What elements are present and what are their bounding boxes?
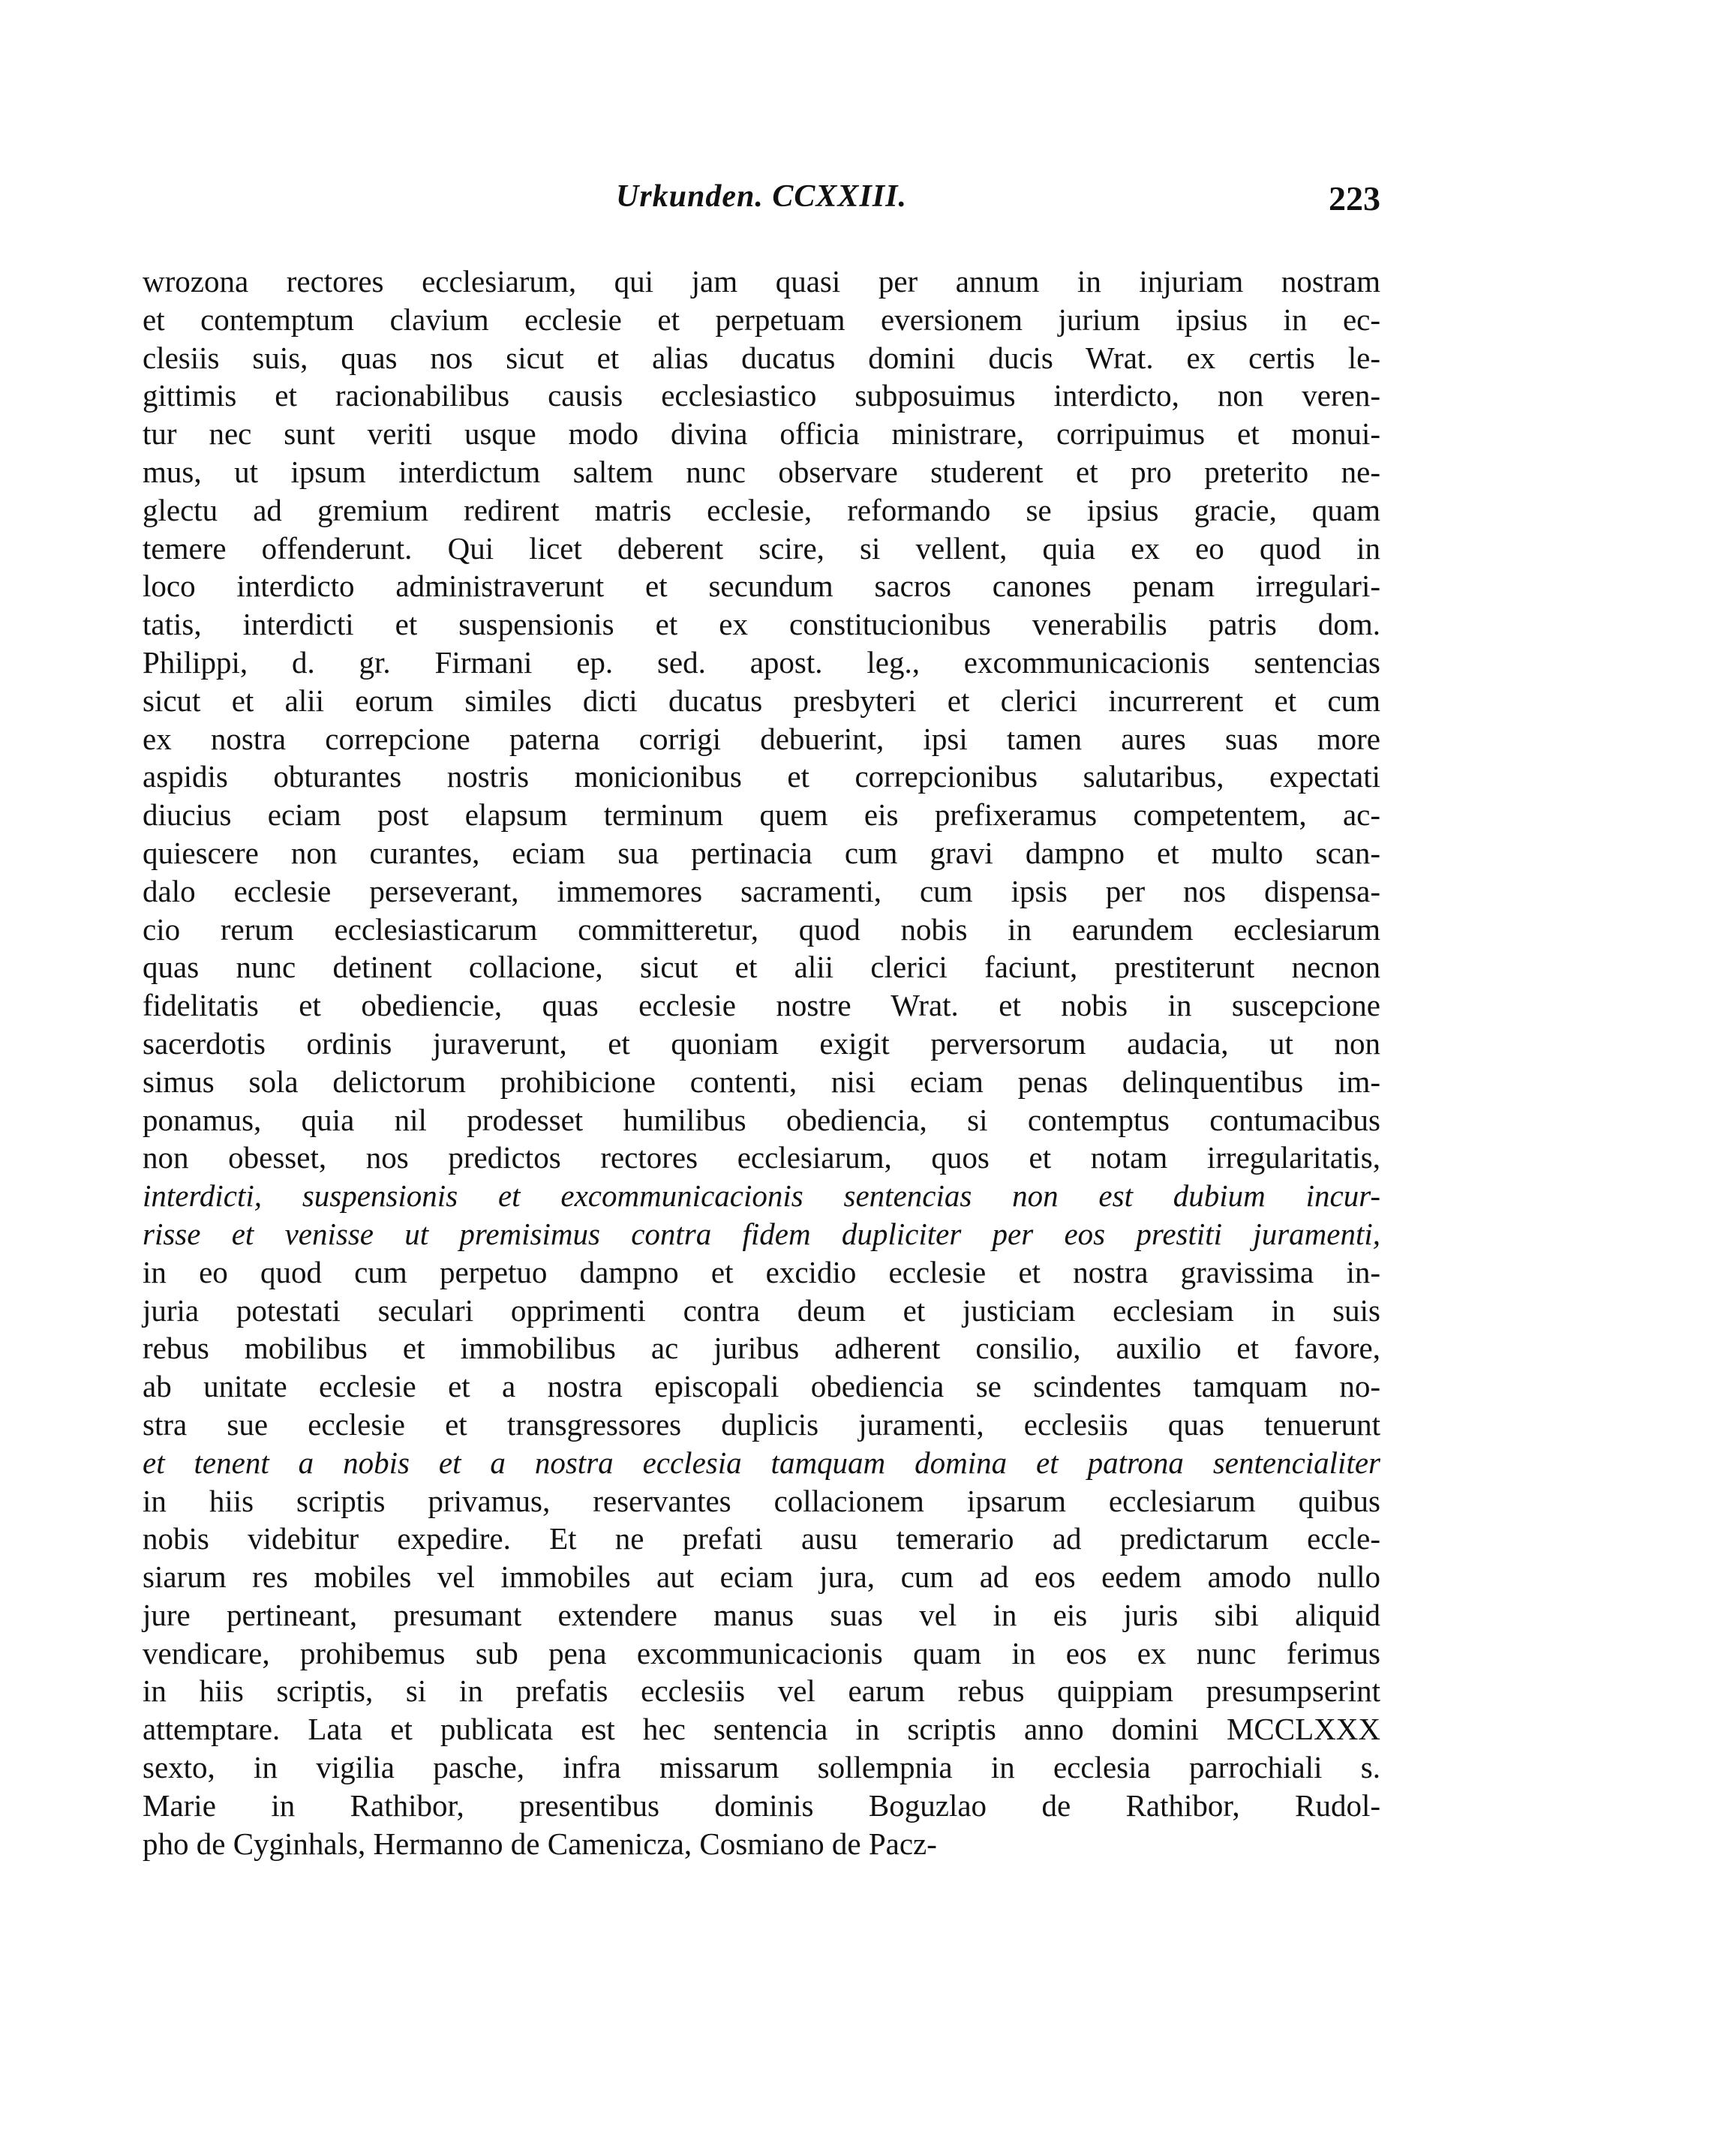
text-line: in hiis scriptis privamus, reservantes collacionem ipsarum ecclesiarum quibus — [143, 1483, 1380, 1518]
text-line: clesiis suis, quas nos sicut et alias ducatus domini ducis Wrat. ex certis le- — [143, 340, 1380, 375]
text-line: dalo ecclesie perseverant, immemores sacramenti, cum ipsis per nos dispensa- — [143, 873, 1380, 908]
text-line: simus sola delictorum prohibicione contenti, nisi eciam penas delinquentibus im- — [143, 1064, 1380, 1099]
text-line: jure pertineant, presumant extendere manus suas vel in eis juris sibi aliquid — [143, 1597, 1380, 1632]
text-line: et contemptum clavium ecclesie et perpetuam eversionem jurium ipsius in ec- — [143, 302, 1380, 337]
text-line: risse et venisse ut premisimus contra fidem dupliciter per eos prestiti juramenti, — [143, 1216, 1380, 1251]
text-line: cio rerum ecclesiasticarum committeretur, quod nobis in earundem ecclesiarum — [143, 911, 1380, 947]
text-line: aspidis obturantes nostris monicionibus et correpcionibus salutaribus, expectati — [143, 759, 1380, 794]
text-line: in eo quod cum perpetuo dampno et excidio ecclesie et nostra gravissima in- — [143, 1254, 1380, 1289]
text-line: non obesset, nos predictos rectores ecclesiarum, quos et notam irregularitatis, — [143, 1140, 1380, 1175]
text-line: juria potestati seculari opprimenti contra deum et justiciam ecclesiam in suis — [143, 1292, 1380, 1328]
text-line: stra sue ecclesie et transgressores duplicis juramenti, ecclesiis quas tenuerunt — [143, 1406, 1380, 1442]
text-line: ab unitate ecclesie et a nostra episcopali obediencia se scindentes tamquam no- — [143, 1369, 1380, 1404]
text-line: fidelitatis et obediencie, quas ecclesie nostre Wrat. et nobis in suscepcione — [143, 988, 1380, 1023]
text-line: quiescere non curantes, eciam sua pertinacia cum gravi dampno et multo scan- — [143, 835, 1380, 870]
text-line: sicut et alii eorum similes dicti ducatus presbyteri et clerici incurrerent et cum — [143, 683, 1380, 718]
text-line: wrozona rectores ecclesiarum, qui jam quasi per annum in injuriam nostram — [143, 264, 1380, 299]
text-line: sexto, in vigilia pasche, infra missarum sollempnia in ecclesia parrochiali s. — [143, 1750, 1380, 1785]
text-line: tur nec sunt veriti usque modo divina officia ministrare, corripuimus et monui- — [143, 416, 1380, 452]
text-line: loco interdicto administraverunt et secundum sacros canones penam irregulari- — [143, 569, 1380, 604]
running-header — [143, 179, 1380, 231]
text-line: quas nunc detinent collacione, sicut et alii clerici faciunt, prestiterunt necnon — [143, 950, 1380, 985]
text-line: gittimis et racionabilibus causis ecclesiastico subposuimus interdicto, non veren- — [143, 378, 1380, 413]
text-line: temere offenderunt. Qui licet deberent scire, si vellent, quia ex eo quod in — [143, 530, 1380, 566]
text-line: tatis, interdicti et suspensionis et ex constitucionibus venerabilis patris dom. — [143, 607, 1380, 642]
text-line: et tenent a nobis et a nostra ecclesia tamquam domina et patrona sentencialiter — [143, 1445, 1380, 1480]
text-line: diucius eciam post elapsum terminum quem eis prefixeramus competentem, ac- — [143, 797, 1380, 833]
page-number: 223 — [1329, 179, 1380, 218]
running-title: Urkunden. CCXXIII. — [616, 179, 907, 214]
text-line: rebus mobilibus et immobilibus ac juribus adherent consilio, auxilio et favore, — [143, 1331, 1380, 1366]
text-line: Philippi, d. gr. Firmani ep. sed. apost. leg., excommunicacionis sentencias — [143, 644, 1380, 680]
text-line: glectu ad gremium redirent matris ecclesie, reformando se ipsius gracie, quam — [143, 492, 1380, 527]
text-line: mus, ut ipsum interdictum saltem nunc observare studerent et pro preterito ne- — [143, 454, 1380, 489]
text-line: nobis videbitur expedire. Et ne prefati ausu temerario ad predictarum eccle- — [143, 1521, 1380, 1556]
text-line: ex nostra correpcione paterna corrigi debuerint, ipsi tamen aures suas more — [143, 721, 1380, 756]
text-line: attemptare. Lata et publicata est hec sentencia in scriptis anno domini MCCLXXX — [143, 1712, 1380, 1747]
text-line: ponamus, quia nil prodesset humilibus obediencia, si contemptus contumacibus — [143, 1102, 1380, 1137]
document-body — [143, 263, 1380, 1862]
text-line: vendicare, prohibemus sub pena excommunicacionis quam in eos ex nunc ferimus — [143, 1635, 1380, 1670]
text-line: sacerdotis ordinis juraverunt, et quoniam exigit perversorum audacia, ut non — [143, 1025, 1380, 1061]
text-line: in hiis scriptis, si in prefatis ecclesiis vel earum rebus quippiam presumpserint — [143, 1673, 1380, 1709]
text-line: pho de Cyginhals, Hermanno de Camenicza, Cosmiano de Pacz- — [143, 1826, 937, 1861]
text-line: interdicti, suspensionis et excommunicacionis sentencias non est dubium incur- — [143, 1178, 1380, 1214]
text-line: siarum res mobiles vel immobiles aut eciam jura, cum ad eos eedem amodo nullo — [143, 1559, 1380, 1595]
text-line: Marie in Rathibor, presentibus dominis Boguzlao de Rathibor, Rudol- — [143, 1787, 1380, 1823]
